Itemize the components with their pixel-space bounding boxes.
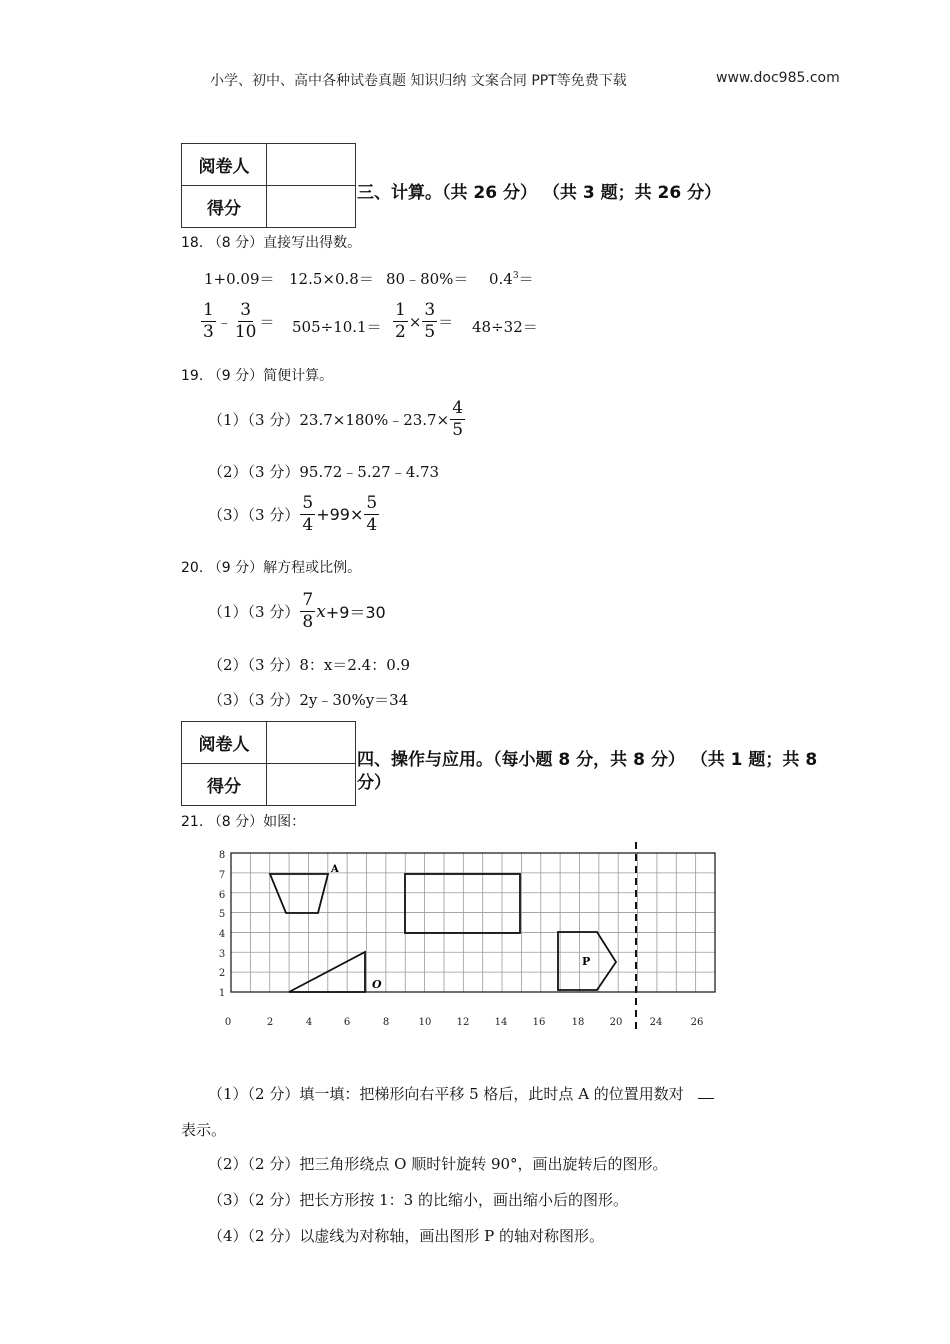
- q21-part-2: （2）（2 分）把三角形绕点 O 顺时针旋转 90°，画出旋转后的图形。: [208, 1155, 668, 1173]
- power-base: 0.4: [489, 270, 513, 288]
- section-4-title-line-2: 分）: [357, 773, 391, 793]
- fraction-1-2: $\frac{1}{2}$: [395, 300, 406, 342]
- q21-part-1: （1）（2 分）填一填：把梯形向右平移 5 格后，此时点 A 的位置用数对: [208, 1083, 714, 1104]
- y-label: 4: [218, 929, 226, 940]
- header-text: 小学、初中、高中各种试卷真题 知识归纳 文案合同 PPT等免费下载: [210, 73, 627, 89]
- trapezoid-shape: [270, 874, 328, 913]
- label-P: P: [582, 955, 591, 968]
- label-O: O: [372, 978, 382, 991]
- reviewer-label: 阅卷人: [182, 144, 267, 186]
- power-eq: ＝: [518, 270, 534, 288]
- fraction-7-8: $\frac{7}{8}$: [302, 590, 314, 632]
- q18-item-5: $\frac{1}{3}$ ﹣ $\frac{3}{10}$ ＝: [203, 300, 275, 342]
- y-label: 6: [218, 890, 226, 901]
- y-label: 5: [218, 909, 226, 920]
- q19-stem: 19. （9 分）简便计算。: [181, 368, 334, 384]
- x-label: 26: [690, 1017, 704, 1028]
- x-label: 8: [382, 1017, 390, 1028]
- x-label: 14: [494, 1017, 508, 1028]
- x-label: 20: [609, 1017, 623, 1028]
- q20-part-2: （2）（3 分）8：x＝2.4：0.9: [208, 656, 411, 674]
- x-label: 18: [571, 1017, 585, 1028]
- q18-item-8: 48÷32＝: [472, 318, 538, 336]
- reviewer-cell[interactable]: [267, 144, 356, 186]
- score-cell[interactable]: [267, 186, 356, 228]
- grid-figure: [200, 840, 730, 1040]
- q18-item-4: [489, 268, 534, 289]
- x-label: 12: [456, 1017, 470, 1028]
- y-label: 1: [218, 988, 226, 999]
- q18-item-6: 505÷10.1＝: [292, 318, 382, 336]
- label-A: A: [331, 864, 339, 875]
- section-4-title-line-1: 四、操作与应用。（每小题 8 分，共 8 分） （共 1 题；共 8: [357, 750, 818, 770]
- reviewer-label: 阅卷人: [182, 722, 267, 764]
- fraction-5-4-a: $\frac{5}{4}$: [302, 493, 314, 535]
- q19-part-3: （3）（3 分） $\frac{5}{4}$ +99× $\frac{5}{4}$: [208, 493, 378, 535]
- x-label: 4: [305, 1017, 313, 1028]
- x-label: 10: [418, 1017, 432, 1028]
- fraction-3-5: $\frac{3}{5}$: [424, 300, 436, 342]
- q21-part-1-cont: 表示。: [181, 1121, 227, 1139]
- y-label: 3: [218, 949, 226, 960]
- score-cell[interactable]: [267, 764, 356, 806]
- answer-blank[interactable]: [698, 1084, 714, 1099]
- header-url: www.doc985.com: [716, 70, 840, 86]
- score-box-1: [181, 143, 356, 228]
- reviewer-cell[interactable]: [267, 722, 356, 764]
- x-label: 16: [532, 1017, 546, 1028]
- q21-part-3: （3）（2 分）把长方形按 1：3 的比缩小，画出缩小后的图形。: [208, 1191, 628, 1209]
- score-box-2: [181, 721, 356, 806]
- q18-item-7: $\frac{1}{2}$ × $\frac{3}{5}$ ＝: [395, 300, 454, 342]
- q20-part-3: （3）（3 分）2y﹣30%y＝34: [208, 691, 409, 709]
- fraction-3-10: $\frac{3}{10}$: [234, 300, 257, 342]
- rectangle-shape: [405, 874, 520, 933]
- score-label: 得分: [182, 764, 267, 806]
- q19-part-1: （1）（3 分）23.7×180%﹣23.7× $\frac{4}{5}$: [208, 398, 464, 440]
- fraction-4-5: $\frac{4}{5}$: [452, 398, 464, 440]
- q18-item-2: 12.5×0.8＝: [289, 270, 374, 288]
- q21-part-4: （4）（2 分）以虚线为对称轴，画出图形 P 的轴对称图形。: [208, 1227, 604, 1245]
- section-3-title: 三、计算。（共 26 分） （共 3 题；共 26 分）: [357, 183, 722, 203]
- q18-stem: 18. （8 分）直接写出得数。: [181, 235, 362, 251]
- y-label: 2: [218, 968, 226, 979]
- x-label: 2: [266, 1017, 274, 1028]
- fraction-1-3: $\frac{1}{3}$: [203, 300, 214, 342]
- x-label: 24: [649, 1017, 663, 1028]
- q20-part-1: （1）（3 分） $\frac{7}{8}$ x +9＝30: [208, 590, 386, 632]
- q18-item-1: 1+0.09＝: [204, 270, 275, 288]
- y-label: 7: [218, 870, 226, 881]
- x-label: 6: [343, 1017, 351, 1028]
- q19-part-2: （2）（3 分）95.72﹣5.27﹣4.73: [208, 463, 440, 481]
- score-label: 得分: [182, 186, 267, 228]
- q20-stem: 20. （9 分）解方程或比例。: [181, 560, 362, 576]
- q18-item-3: 80﹣80%＝: [386, 270, 469, 288]
- x-label: 0: [224, 1017, 232, 1028]
- fraction-5-4-b: $\frac{5}{4}$: [366, 493, 378, 535]
- y-label: 8: [218, 850, 226, 861]
- q21-stem: 21. （8 分）如图：: [181, 814, 306, 830]
- power-exponent: 3: [512, 271, 519, 281]
